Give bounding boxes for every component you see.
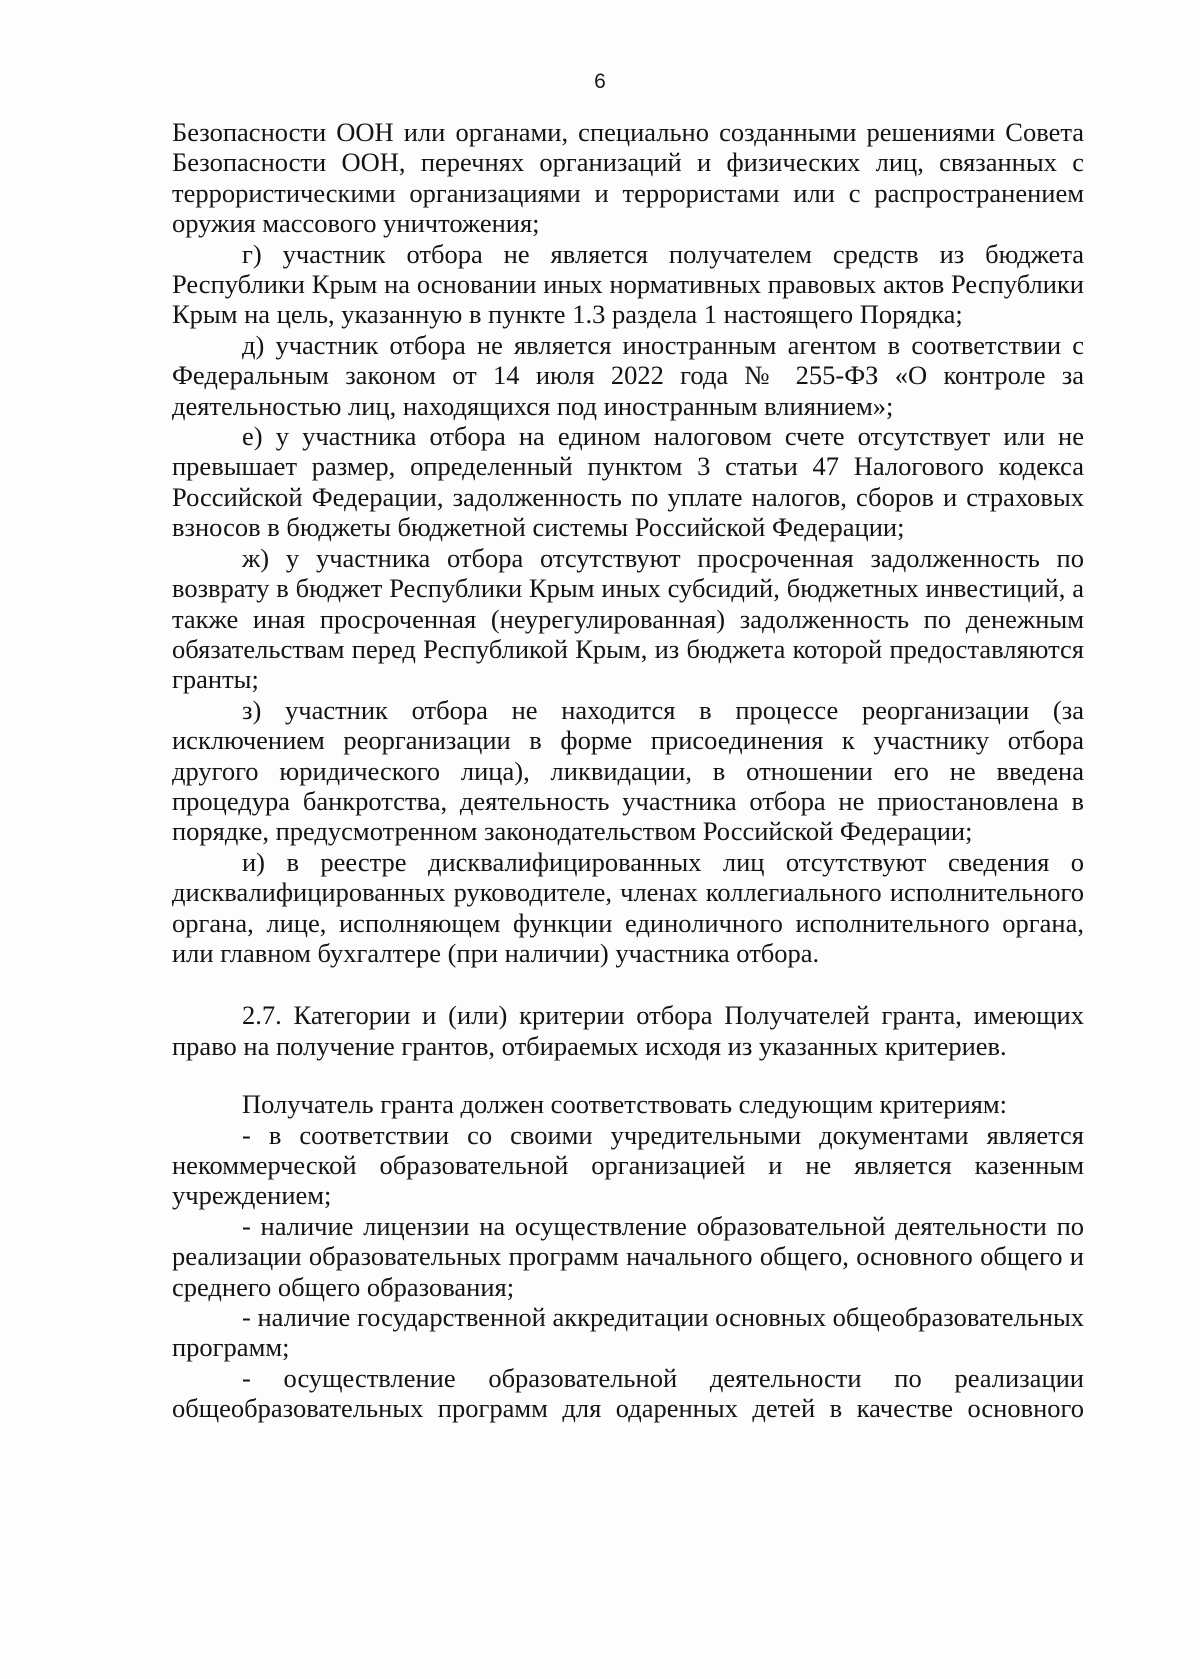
paragraph-item-g: г) участник отбора не является получателем средств из бюджета Республики Крым на основании иных нормативных правовых актов Республики Крым на цель, указанную в пункте 1.3 раздела 1 настоящего Порядка;	[172, 238, 1084, 330]
paragraph-criterion-1: - в соответствии со своими учредительными документами является некоммерческой образовательной организацией и не является казенным учреждением;	[172, 1119, 1084, 1211]
paragraph-item-e: е) у участника отбора на едином налоговом счете отсутствует или не превышает размер, определенный пунктом 3 статьи 47 Налогового кодекса Российской Федерации, задолженность по уплате налогов, сборов и страховых взносов в бюджеты бюджетной системы Российской Федерации;	[172, 421, 1084, 543]
paragraph-criterion-3: - наличие государственной аккредитации основных общеобразовательных программ;	[172, 1302, 1084, 1363]
page-number: 6	[594, 70, 606, 93]
paragraph-criterion-2: - наличие лицензии на осуществление образовательной деятельности по реализации образовательных программ начального общего, основного общего и среднего общего образования;	[172, 1210, 1084, 1302]
paragraph-criteria-intro: Получатель гранта должен соответствовать следующим критериям:	[242, 1089, 1007, 1120]
paragraph-item-d: д) участник отбора не является иностранным агентом в соответствии с Федеральным законом от 14 июля 2022 года № 255-ФЗ «О контроле за деятельностью лиц, находящихся под иностранным влиянием»;	[172, 329, 1084, 421]
paragraph-criterion-4: - осуществление образовательной деятельности по реализации общеобразовательных программ для одаренных детей в качестве основного	[172, 1362, 1084, 1424]
paragraph-continuation: Безопасности ООН или органами, специально созданными решениями Совета Безопасности ООН, перечнях организаций и физических лиц, связанных с террористическими организациями и террористами или с распространением оружия массового уничтожения;	[172, 117, 1084, 239]
document-body	[172, 117, 1084, 1424]
paragraph-item-zh: ж) у участника отбора отсутствуют просроченная задолженность по возврату в бюджет Республики Крым иных субсидий, бюджетных инвестиций, а также иная просроченная (неурегулированная) задолженность по денежным обязательствам перед Республикой Крым, из бюджета которой предоставляются гранты;	[172, 542, 1084, 695]
paragraph-item-i: и) в реестре дисквалифицированных лиц отсутствуют сведения о дисквалифицированных руководителе, членах коллегиального исполнительного органа, лице, исполняющем функции единоличного исполнительного органа, или главном бухгалтере (при наличии) участника отбора.	[172, 846, 1084, 968]
paragraph-item-z: з) участник отбора не находится в процессе реорганизации (за исключением реорганизации в форме присоединения к участнику отбора другого юридического лица), ликвидации, в отношении его не введена процедура банкротства, деятельность участника отбора не приостановлена в порядке, предусмотренном законодательством Российской Федерации;	[172, 694, 1084, 847]
paragraph-section-2-7: 2.7. Категории и (или) критерии отбора Получателей гранта, имеющих право на получение грантов, отбираемых исходя из указанных критериев.	[172, 1000, 1084, 1061]
